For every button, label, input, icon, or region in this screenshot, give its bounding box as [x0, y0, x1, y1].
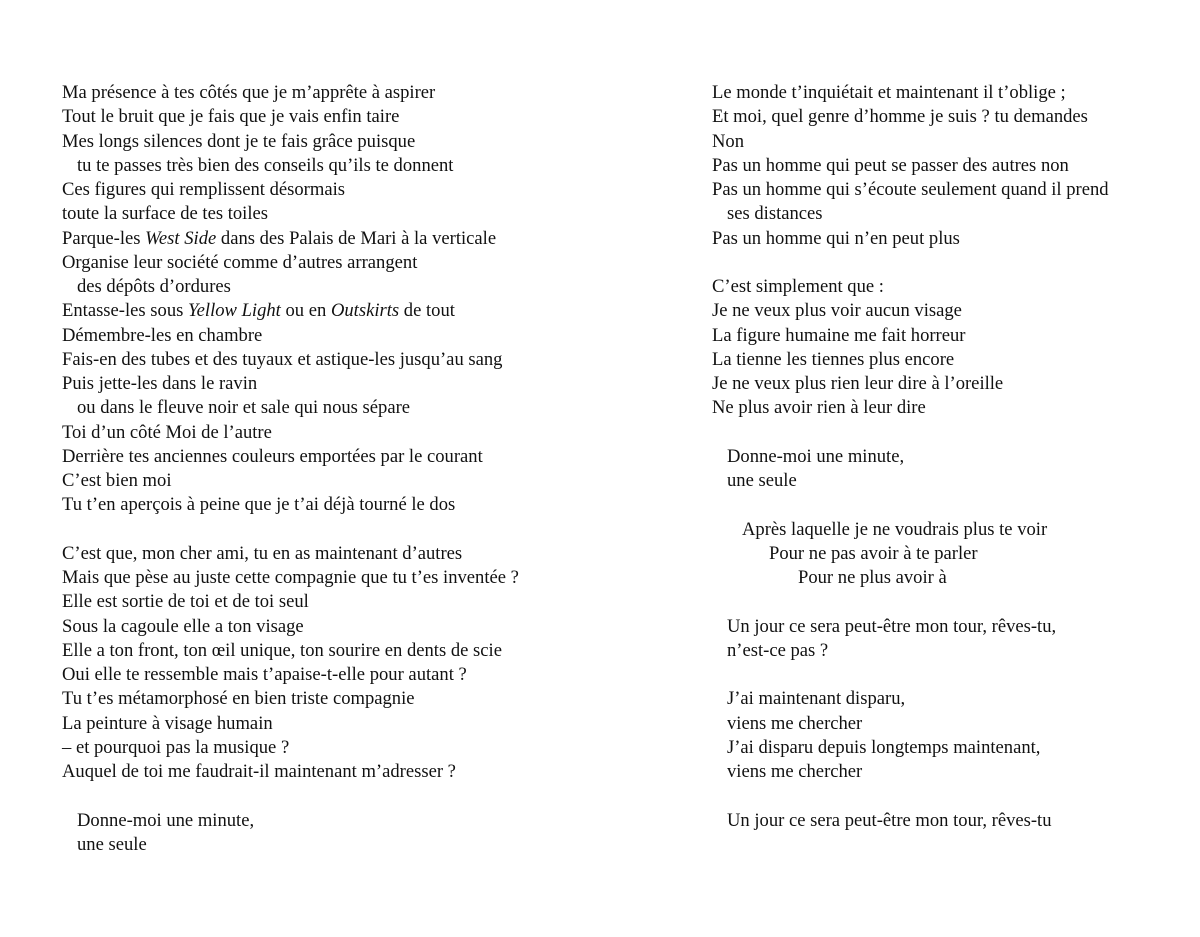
stanza-break	[712, 251, 1182, 275]
poem-line: Donne-moi une minute,	[77, 809, 255, 831]
poem-line: Pas un homme qui s’écoute seulement quand il prend	[712, 179, 1109, 200]
poem-line: Mes longs silences dont je te fais grâce puisque	[62, 130, 416, 152]
poem-line: Elle est sortie de toi et de toi seul	[62, 591, 309, 613]
stanza-break	[712, 590, 1182, 614]
stanza-break	[62, 518, 622, 542]
stanza-break	[712, 493, 1182, 517]
poem-line: Pour ne plus avoir à	[798, 567, 947, 588]
poem-line: Pas un homme qui peut se passer des autres non	[712, 154, 1069, 176]
poem-line: toute la surface de tes toiles	[62, 203, 269, 225]
poem-line: Entasse-les sous Yellow Light ou en Outskirts de tout	[62, 300, 455, 322]
stanza-break	[712, 663, 1182, 687]
poem-line: C’est que, mon cher ami, tu en as maintenant d’autres	[62, 542, 463, 564]
poem-line: La figure humaine me fait horreur	[712, 324, 966, 346]
poem-line: Je ne veux plus rien leur dire à l’oreille	[712, 373, 1004, 394]
poem-line: J’ai maintenant disparu,	[727, 688, 906, 710]
poem-line: Et moi, quel genre d’homme je suis ? tu demandes	[712, 106, 1088, 128]
poem-line: viens me chercher	[727, 761, 863, 782]
poem-line: Sous la cagoule elle a ton visage	[62, 615, 304, 637]
left-page	[62, 81, 622, 857]
poem-line: tu te passes très bien des conseils qu’ils te donnent	[77, 154, 454, 176]
poem-line: J’ai disparu depuis longtemps maintenant,	[727, 736, 1041, 758]
poem-line: Le monde t’inquiétait et maintenant il t’oblige ;	[712, 82, 1066, 103]
poem-line: Un jour ce sera peut-être mon tour, rêves-tu,	[727, 615, 1057, 637]
poem-line: La peinture à visage humain	[62, 712, 273, 734]
poem-line: Pas un homme qui n’en peut plus	[712, 227, 960, 249]
poem-line: Mais que pèse au juste cette compagnie que tu t’es inventée ?	[62, 567, 519, 588]
poem-line: ses distances	[727, 203, 823, 225]
poem-line: des dépôts d’ordures	[77, 276, 231, 297]
poem-line: Auquel de toi me faudrait-il maintenant m’adresser ?	[62, 761, 456, 782]
poem-line: Je ne veux plus voir aucun visage	[712, 300, 962, 322]
poem-line: Tu t’es métamorphosé en bien triste compagnie	[62, 688, 415, 710]
poem-line: Puis jette-les dans le ravin	[62, 373, 258, 394]
poem-line: Un jour ce sera peut-être mon tour, rêves-tu	[727, 809, 1052, 831]
poem-line: viens me chercher	[727, 712, 863, 734]
stanza-break	[712, 784, 1182, 808]
poem-line: Non	[712, 130, 745, 152]
poem-line: C’est simplement que :	[712, 276, 884, 297]
stanza-break	[712, 421, 1182, 445]
poem-line: Parque-les West Side dans des Palais de Mari à la verticale	[62, 227, 497, 249]
poem-line: – et pourquoi pas la musique ?	[62, 736, 290, 758]
poem-line: Toi d’un côté Moi de l’autre	[62, 421, 272, 443]
poem-line: Organise leur société comme d’autres arrangent	[62, 251, 418, 273]
poem-line: La tienne les tiennes plus encore	[712, 348, 955, 370]
poem-line: Après laquelle je ne voudrais plus te voir	[742, 518, 1048, 540]
poem-line: C’est bien moi	[62, 470, 172, 491]
poem-line: une seule	[77, 833, 147, 855]
poem-line: une seule	[727, 470, 797, 491]
poem-line: Elle a ton front, ton œil unique, ton sourire en dents de scie	[62, 639, 502, 661]
right-page	[712, 81, 1182, 833]
poem-line: n’est-ce pas ?	[727, 639, 829, 661]
poem-line: ou dans le fleuve noir et sale qui nous sépare	[77, 397, 411, 419]
poem-line: Démembre-les en chambre	[62, 324, 263, 346]
poem-line: Tout le bruit que je fais que je vais enfin taire	[62, 106, 400, 128]
stanza-break	[62, 784, 622, 808]
poem-line: Donne-moi une minute,	[727, 445, 905, 467]
poem-line: Oui elle te ressemble mais t’apaise-t-elle pour autant ?	[62, 664, 467, 685]
poem-line: Pour ne pas avoir à te parler	[769, 542, 978, 564]
poem-line: Tu t’en aperçois à peine que je t’ai déjà tourné le dos	[62, 494, 456, 516]
poem-line: Derrière tes anciennes couleurs emportées par le courant	[62, 445, 483, 467]
poem-line: Ces figures qui remplissent désormais	[62, 179, 345, 200]
poem-line: Fais-en des tubes et des tuyaux et astique-les jusqu’au sang	[62, 348, 503, 370]
poem-line: Ma présence à tes côtés que je m’apprête à aspirer	[62, 82, 436, 103]
poem-line: Ne plus avoir rien à leur dire	[712, 397, 926, 419]
